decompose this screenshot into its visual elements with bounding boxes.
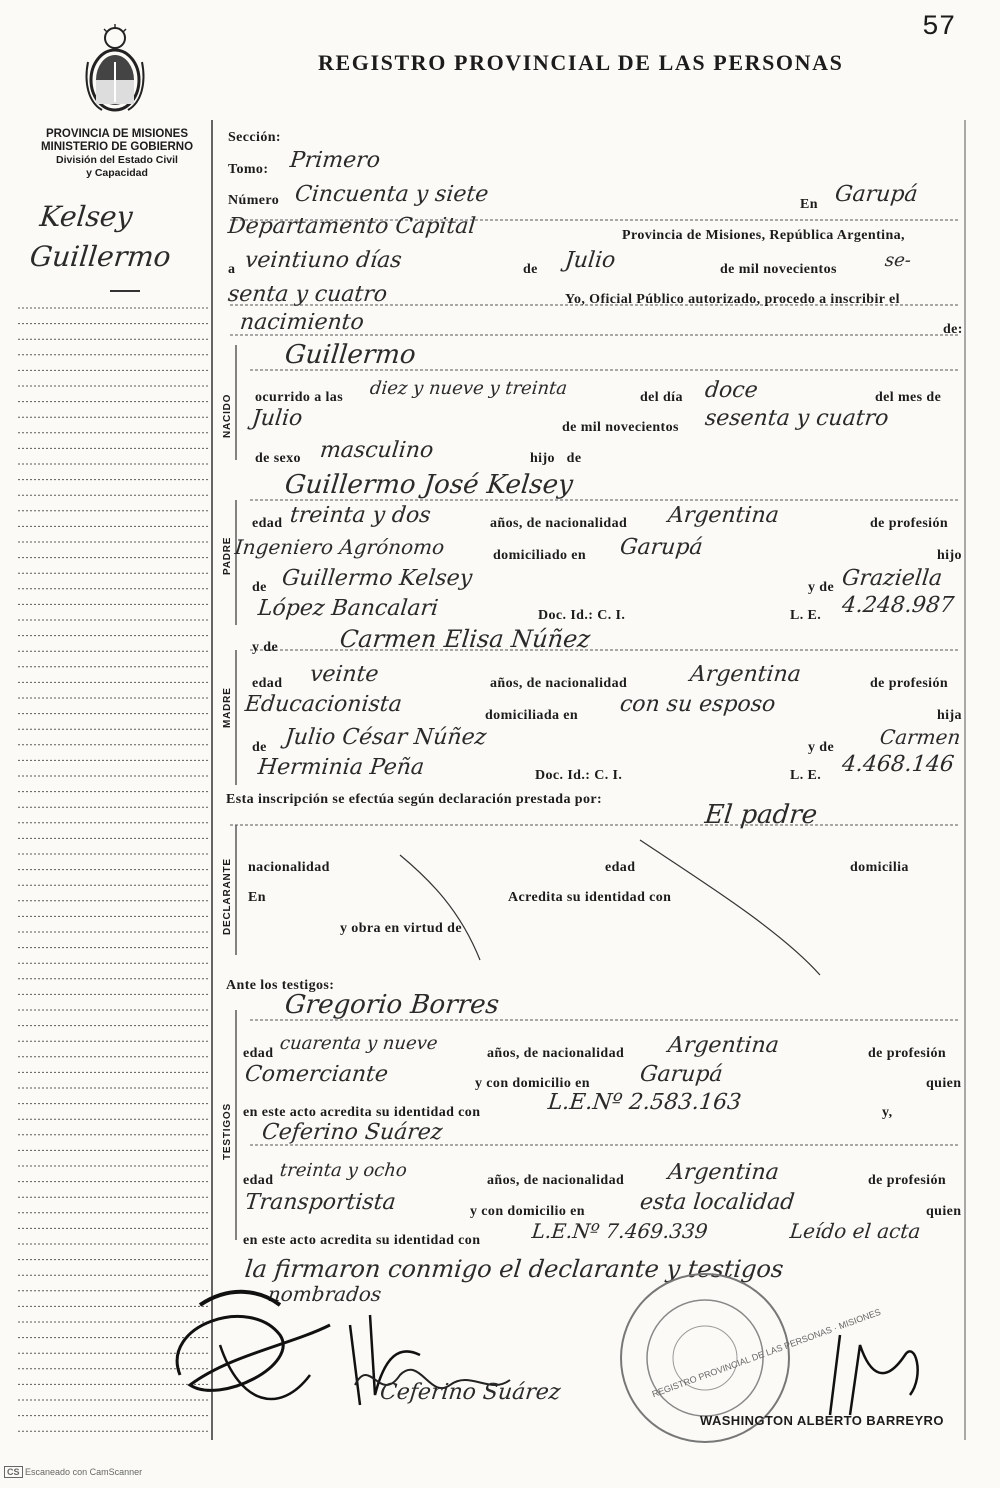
label-madre-anos: años, de nacionalidad (490, 676, 628, 691)
label-del-dia: del día (640, 390, 683, 405)
value-nombre: Guillermo (283, 340, 418, 370)
value-madre-madre-b: Herminia Peña (256, 755, 426, 780)
value-anio-b: senta y cuatro (226, 282, 389, 307)
value-hora: diez y nueve y treinta (368, 378, 569, 399)
value-tomo: Primero (288, 148, 382, 173)
section-label-testigos: TESTIGOS (222, 1103, 233, 1160)
margin-surname: Kelsey (38, 200, 135, 233)
value-testigo1-domicilio: Garupá (638, 1062, 724, 1087)
value-mes: Julio (563, 248, 617, 273)
label-provincia: Provincia de Misiones, República Argentina, (622, 228, 905, 243)
value-acto: nacimiento (238, 310, 366, 335)
label-yo-oficial: Yo, Oficial Público autorizado, procedo a inscribir el (565, 292, 900, 307)
label-de-mil: de mil novecientos (720, 262, 837, 277)
label-t2-domicilio: y con domicilio en (470, 1204, 585, 1219)
value-padre-le: 4.248.987 (840, 593, 956, 618)
label-madre-domicilio: domiciliada en (485, 708, 579, 723)
label-padre-le: L. E. (790, 608, 822, 623)
value-testigo2-domicilio: esta localidad (638, 1190, 796, 1215)
label-padre-anos: años, de nacionalidad (490, 516, 628, 531)
label-madre-edad: edad (252, 676, 283, 691)
value-departamento: Departamento Capital (226, 214, 477, 239)
value-testigo2-profesion: Transportista (243, 1190, 398, 1215)
label-madre-le: L. E. (790, 768, 822, 783)
label-decl-domicilia: domicilia (850, 860, 909, 875)
value-testigo1-profesion: Comerciante (243, 1062, 390, 1087)
label-de-colon: de: (943, 322, 963, 337)
label-en: En (800, 197, 818, 212)
label-de: de (523, 262, 538, 277)
label-madre-doc: Doc. Id.: C. I. (535, 768, 623, 783)
label-decl-acredita: Acredita su identidad con (508, 890, 672, 905)
label-decl-edad: edad (605, 860, 636, 875)
seal-text: REGISTRO PROVINCIAL DE LAS PERSONAS · MISIONES (650, 1306, 883, 1400)
scanner-badge: CS (4, 1466, 23, 1478)
label-padre-profesion: de profesión (870, 516, 949, 531)
value-testigo2-nombre: Ceferino Suárez (260, 1120, 444, 1145)
value-madre-domicilio: con su esposo (618, 692, 777, 717)
label-padre-edad: edad (252, 516, 283, 531)
label-madre-y-de: y de (252, 640, 279, 655)
value-madre-nombre: Carmen Elisa Núñez (338, 625, 592, 653)
value-padre-madre-b: López Bancalari (256, 596, 440, 621)
label-numero: Número (228, 193, 280, 208)
label-t1-edad: edad (243, 1046, 274, 1061)
label-esta-inscripcion: Esta inscripción se efectúa según declaración prestada por: (226, 792, 603, 807)
label-madre-y-de2: y de (808, 740, 835, 755)
value-testigo2-documento: L.E.Nº 7.469.339 (530, 1219, 709, 1243)
label-t1-y: y, (882, 1105, 893, 1120)
witness-signature-name: Ceferino Suárez (378, 1380, 562, 1405)
value-testigo1-nacionalidad: Argentina (666, 1033, 781, 1058)
label-padre-domicilio: domiciliado en (493, 548, 587, 563)
label-t2-anos: años, de nacionalidad (487, 1173, 625, 1188)
label-t1-quien: quien (926, 1076, 962, 1091)
value-sexo: masculino (318, 438, 435, 463)
value-padre-edad: treinta y dos (288, 503, 432, 528)
value-madre-edad: veinte (308, 662, 380, 687)
label-madre-de: de (252, 740, 267, 755)
value-madre-madre-a: Carmen (878, 725, 962, 749)
page-title: REGISTRO PROVINCIAL DE LAS PERSONAS (318, 50, 844, 75)
label-madre-hija: hija (937, 708, 962, 723)
label-t2-acredita: en este acto acredita su identidad con (243, 1233, 481, 1248)
value-cierre-a: la firmaron conmigo el declarante y testigos (243, 1255, 785, 1283)
value-cierre-b: nombrados (266, 1282, 383, 1306)
official-name: WASHINGTON ALBERTO BARREYRO (700, 1413, 944, 1428)
value-en: Garupá (833, 182, 919, 207)
value-padre-madre-a: Graziella (840, 566, 944, 591)
label-madre-profesion: de profesión (870, 676, 949, 691)
margin-given-name: Guillermo (28, 240, 173, 273)
label-t1-acredita: en este acto acredita su identidad con (243, 1105, 481, 1120)
label-t1-profesion: de profesión (868, 1046, 947, 1061)
label-padre-de: de (252, 580, 267, 595)
value-mes-nacido: Julio (250, 406, 304, 431)
label-decl-obra: y obra en virtud de (340, 921, 462, 936)
label-t2-quien: quien (926, 1204, 962, 1219)
value-numero: Cincuenta y siete (293, 182, 490, 207)
label-padre-y-de: y de (808, 580, 835, 595)
label-t2-profesion: de profesión (868, 1173, 947, 1188)
section-label-nacido: NACIDO (222, 393, 233, 438)
label-t1-domicilio: y con domicilio en (475, 1076, 590, 1091)
label-t1-anos: años, de nacionalidad (487, 1046, 625, 1061)
label-padre-hijo: hijo (937, 548, 962, 563)
value-leido-acta: Leído el acta (788, 1219, 922, 1243)
value-dia-nacido: doce (703, 378, 759, 403)
value-madre-nacionalidad: Argentina (688, 662, 803, 687)
label-padre-doc: Doc. Id.: C. I. (538, 608, 626, 623)
label-ocurrido: ocurrido a las (255, 390, 344, 405)
label-t2-edad: edad (243, 1173, 274, 1188)
page-number: 57 (922, 12, 956, 43)
value-anio-nacido: sesenta y cuatro (703, 406, 890, 431)
value-testigo1-documento: L.E.Nº 2.583.163 (546, 1090, 743, 1115)
section-label-declarante: DECLARANTE (222, 858, 233, 935)
label-del-mes: del mes de (875, 390, 942, 405)
ministry-heading: PROVINCIA DE MISIONES MINISTERIO DE GOBIERNO División del Estado Civil y Capacidad (40, 128, 194, 179)
value-anio-a: se- (883, 250, 913, 271)
value-padre-nacionalidad: Argentina (666, 503, 781, 528)
value-padre-padre: Guillermo Kelsey (280, 566, 474, 591)
margin-dash (110, 290, 140, 292)
value-testigo2-edad: treinta y ocho (278, 1160, 408, 1181)
value-testigo1-nombre: Gregorio Borres (283, 990, 501, 1020)
value-madre-profesion: Educacionista (243, 692, 404, 717)
label-hijo-de: hijo de (530, 451, 582, 466)
label-a: a (228, 262, 236, 277)
section-label-padre: PADRE (222, 536, 233, 575)
label-decl-en: En (248, 890, 266, 905)
section-label-madre: MADRE (222, 687, 233, 728)
label-seccion: Sección: (228, 130, 281, 145)
label-ante-testigos: Ante los testigos: (226, 978, 335, 993)
label-decl-nacionalidad: nacionalidad (248, 860, 330, 875)
value-madre-padre: Julio César Núñez (283, 725, 488, 750)
value-madre-le: 4.468.146 (840, 752, 956, 777)
coat-of-arms-icon (82, 22, 148, 114)
value-padre-profesion: Ingeniero Agrónomo (233, 535, 446, 559)
value-dia: veintiuno días (243, 248, 403, 273)
scanner-footer: CS Escaneado con CamScanner (4, 1466, 142, 1478)
value-padre-nombre: Guillermo José Kelsey (283, 470, 575, 500)
value-padre-domicilio: Garupá (618, 535, 704, 560)
value-testigo1-edad: cuarenta y nueve (278, 1033, 439, 1054)
value-declarante: El padre (703, 800, 819, 830)
label-tomo: Tomo: (228, 162, 269, 177)
value-testigo2-nacionalidad: Argentina (666, 1160, 781, 1185)
label-sexo: de sexo (255, 451, 301, 466)
label-de-mil-nov: de mil novecientos (562, 420, 679, 435)
